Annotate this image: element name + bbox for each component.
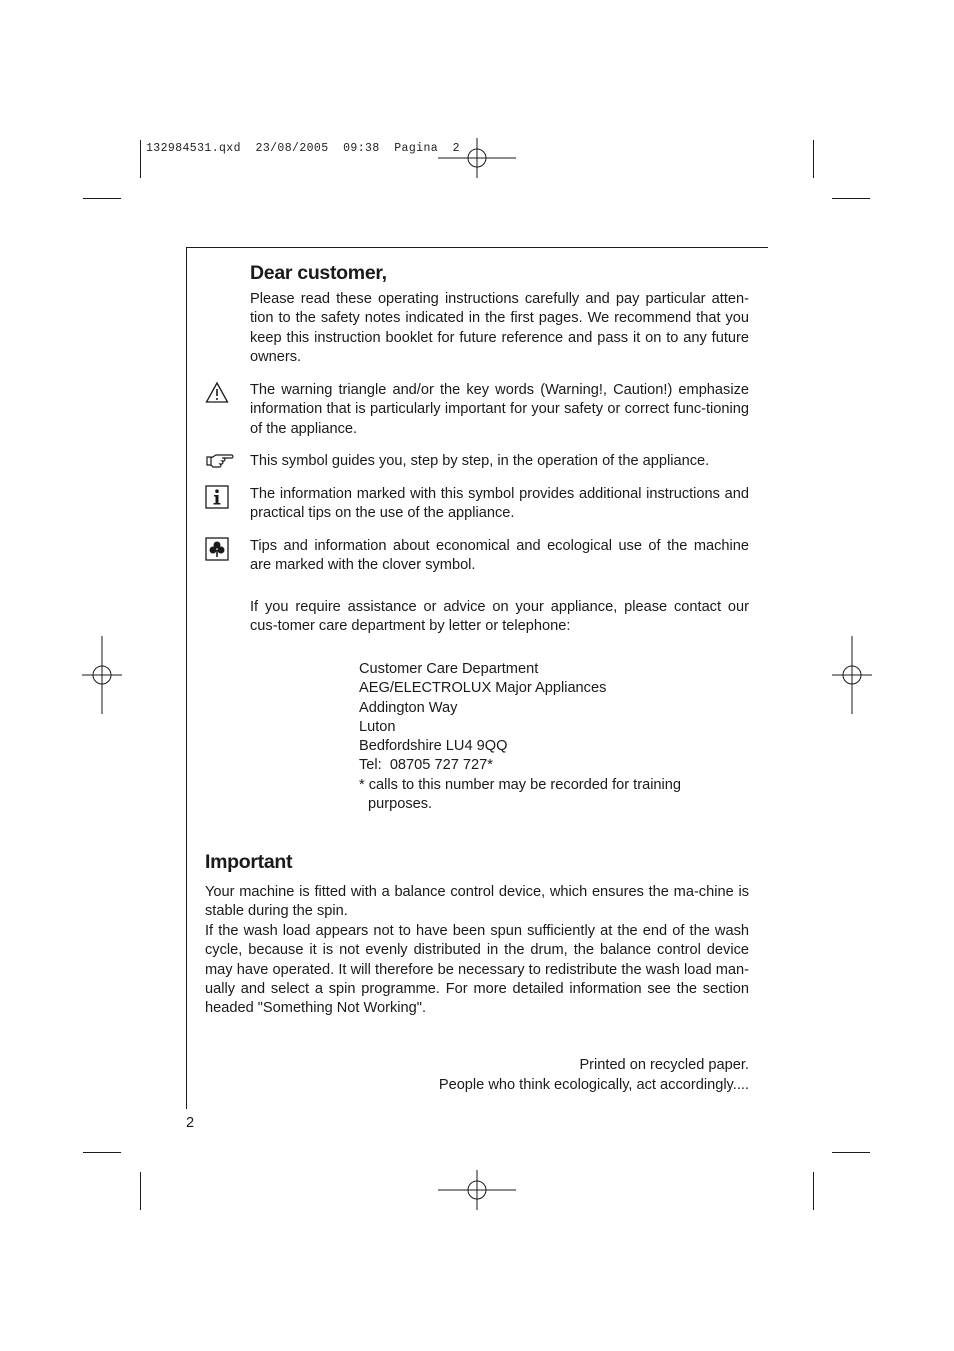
address-line: Luton bbox=[359, 718, 396, 735]
address-line: AEG/ELECTROLUX Major Appliances bbox=[359, 680, 607, 697]
address-line: Bedfordshire LU4 9QQ bbox=[359, 738, 508, 755]
print-slug: 132984531.qxd 23/08/2005 09:38 Pagina 2 bbox=[146, 142, 460, 155]
info-icon bbox=[205, 485, 229, 509]
recording-note-continued: purposes. bbox=[368, 796, 433, 813]
clover-icon bbox=[205, 537, 229, 561]
address-line: Addington Way bbox=[359, 699, 458, 716]
registration-mark-bottom bbox=[438, 1170, 518, 1210]
recycled-paper-note: Printed on recycled paper. bbox=[579, 1057, 749, 1073]
registration-mark-left bbox=[82, 636, 122, 714]
important-paragraph-1: Your machine is fitted with a balance control device, which ensures the ma-chine is stable during the spin. bbox=[205, 884, 749, 920]
address-line: Customer Care Department bbox=[359, 661, 539, 677]
symbol-text-clover: Tips and information about economical and ecological use of the machine are marked with the clover symbol. bbox=[250, 538, 749, 574]
ecology-slogan: People who think ecologically, act accordingly.... bbox=[438, 1077, 749, 1093]
symbol-text-warning: The warning triangle and/or the key words (Warning!, Caution!) emphasize information that is particularly important for your safety or correct func-tioning of the appliance. bbox=[250, 382, 749, 437]
telephone-line: Tel: 08705 727 727* bbox=[359, 757, 493, 774]
warning-triangle-icon bbox=[205, 381, 229, 405]
registration-mark-right bbox=[832, 636, 872, 714]
pointing-hand-icon bbox=[205, 450, 235, 472]
intro-paragraph: Please read these operating instructions carefully and pay particular atten-tion to the safety notes indicated in the first pages. We recommend that you keep this instruction booklet for future reference and pass it on to any future owners. bbox=[250, 291, 749, 365]
important-title: Important bbox=[205, 851, 293, 873]
important-paragraph-2: If the wash load appears not to have been spun sufficiently at the end of the wash cycle, because it is not evenly distributed in the drum, the balance control device may have operated. It will therefore be necessary to redistribute the wash load man-ually and select a spin programme. For more detailed information see the section headed "Something Not Working". bbox=[205, 923, 749, 1017]
page-number: 2 bbox=[186, 1115, 195, 1131]
contact-intro: If you require assistance or advice on your appliance, please contact our cus-tomer care department by letter or telephone: bbox=[250, 599, 749, 635]
recording-note: * calls to this number may be recorded for training bbox=[359, 776, 682, 793]
customer-care-address bbox=[359, 660, 681, 814]
symbol-text-info: The information marked with this symbol provides additional instructions and practical tips on the use of the appliance. bbox=[250, 486, 749, 522]
registration-mark-top bbox=[438, 138, 518, 178]
frame-left-rule bbox=[186, 247, 187, 1109]
intro-title: Dear customer, bbox=[250, 262, 387, 284]
symbol-text-step: This symbol guides you, step by step, in the operation of the appliance. bbox=[250, 453, 710, 469]
frame-top-rule bbox=[186, 247, 768, 248]
